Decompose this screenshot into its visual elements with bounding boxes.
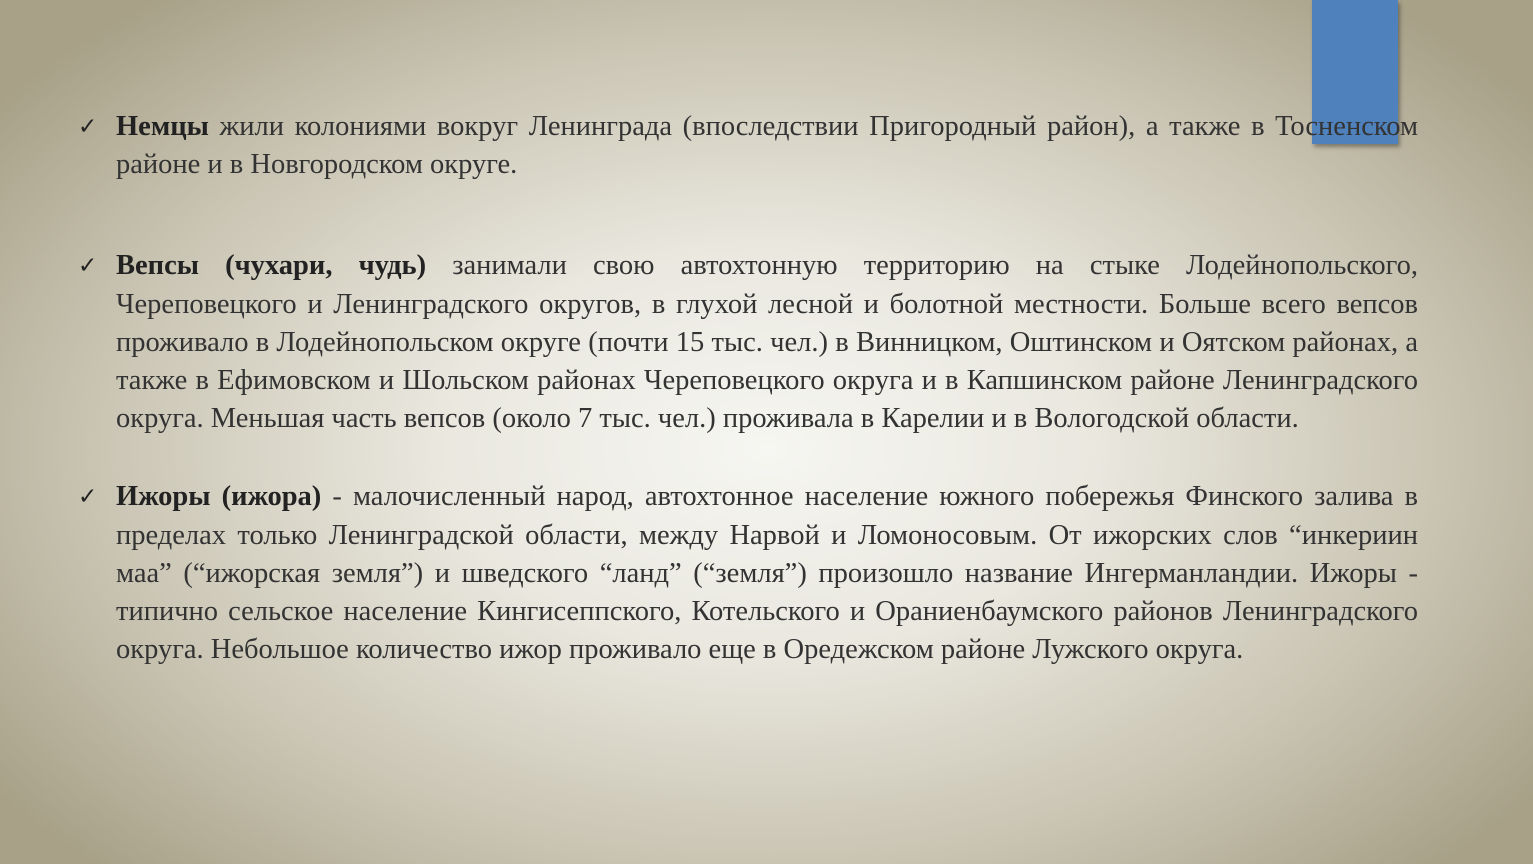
paragraph-germans [116,108,1418,184]
paragraph-veps [116,247,1418,438]
term-germans: Немцы [116,111,209,142]
bullet-item-izhora [78,478,1418,669]
checkmark-icon: ✓ [78,484,98,511]
bullet-item-veps [78,247,1418,438]
text-germans: жили колониями вокруг Ленинграда (впоследствии Пригородный район), а также в Тосненском районе и в Новгородском округе. [116,111,1418,181]
bullet-item-germans [78,108,1418,184]
text-veps: занимали свою автохтонную территорию на стыке Лодейнопольского, Череповецкого и Ленинградского округов, в глухой лесной и болотной местности. Больше всего вепсов проживало в Лодейнопольском округе (почти 15 тыс. чел.) в Винницком, Оштинском и Оятском районах, а также в Ефимовском и Шольском районах Череповецкого округа и в Капшинском районе Ленинградского округа. Меньшая часть вепсов (около 7 тыс. чел.) проживала в Карелии и в Вологодской области. [116,250,1418,435]
slide-body [78,108,1418,669]
checkmark-icon: ✓ [78,114,98,140]
text-izhora: - малочисленный народ, автохтонное население южного побережья Финского залива в пределах только Ленинградской области, между Нарвой и Ломоносовым. От ижорских слов “инкериин маа” (“ижорская земля”) и шведского “ланд” (“земля”) произошло название Ингерманландии. Ижоры - типично сельское население Кингисеппского, Котельского и Ораниенбаумского районов Ленинградского округа. Небольшое количество ижор проживало еще в Оредежском районе Лужского округа. [116,481,1418,666]
term-izhora: Ижоры (ижора) [116,481,322,513]
term-veps: Вепсы (чухари, чудь) [116,250,427,282]
checkmark-icon: ✓ [78,253,98,280]
paragraph-izhora [116,478,1418,669]
